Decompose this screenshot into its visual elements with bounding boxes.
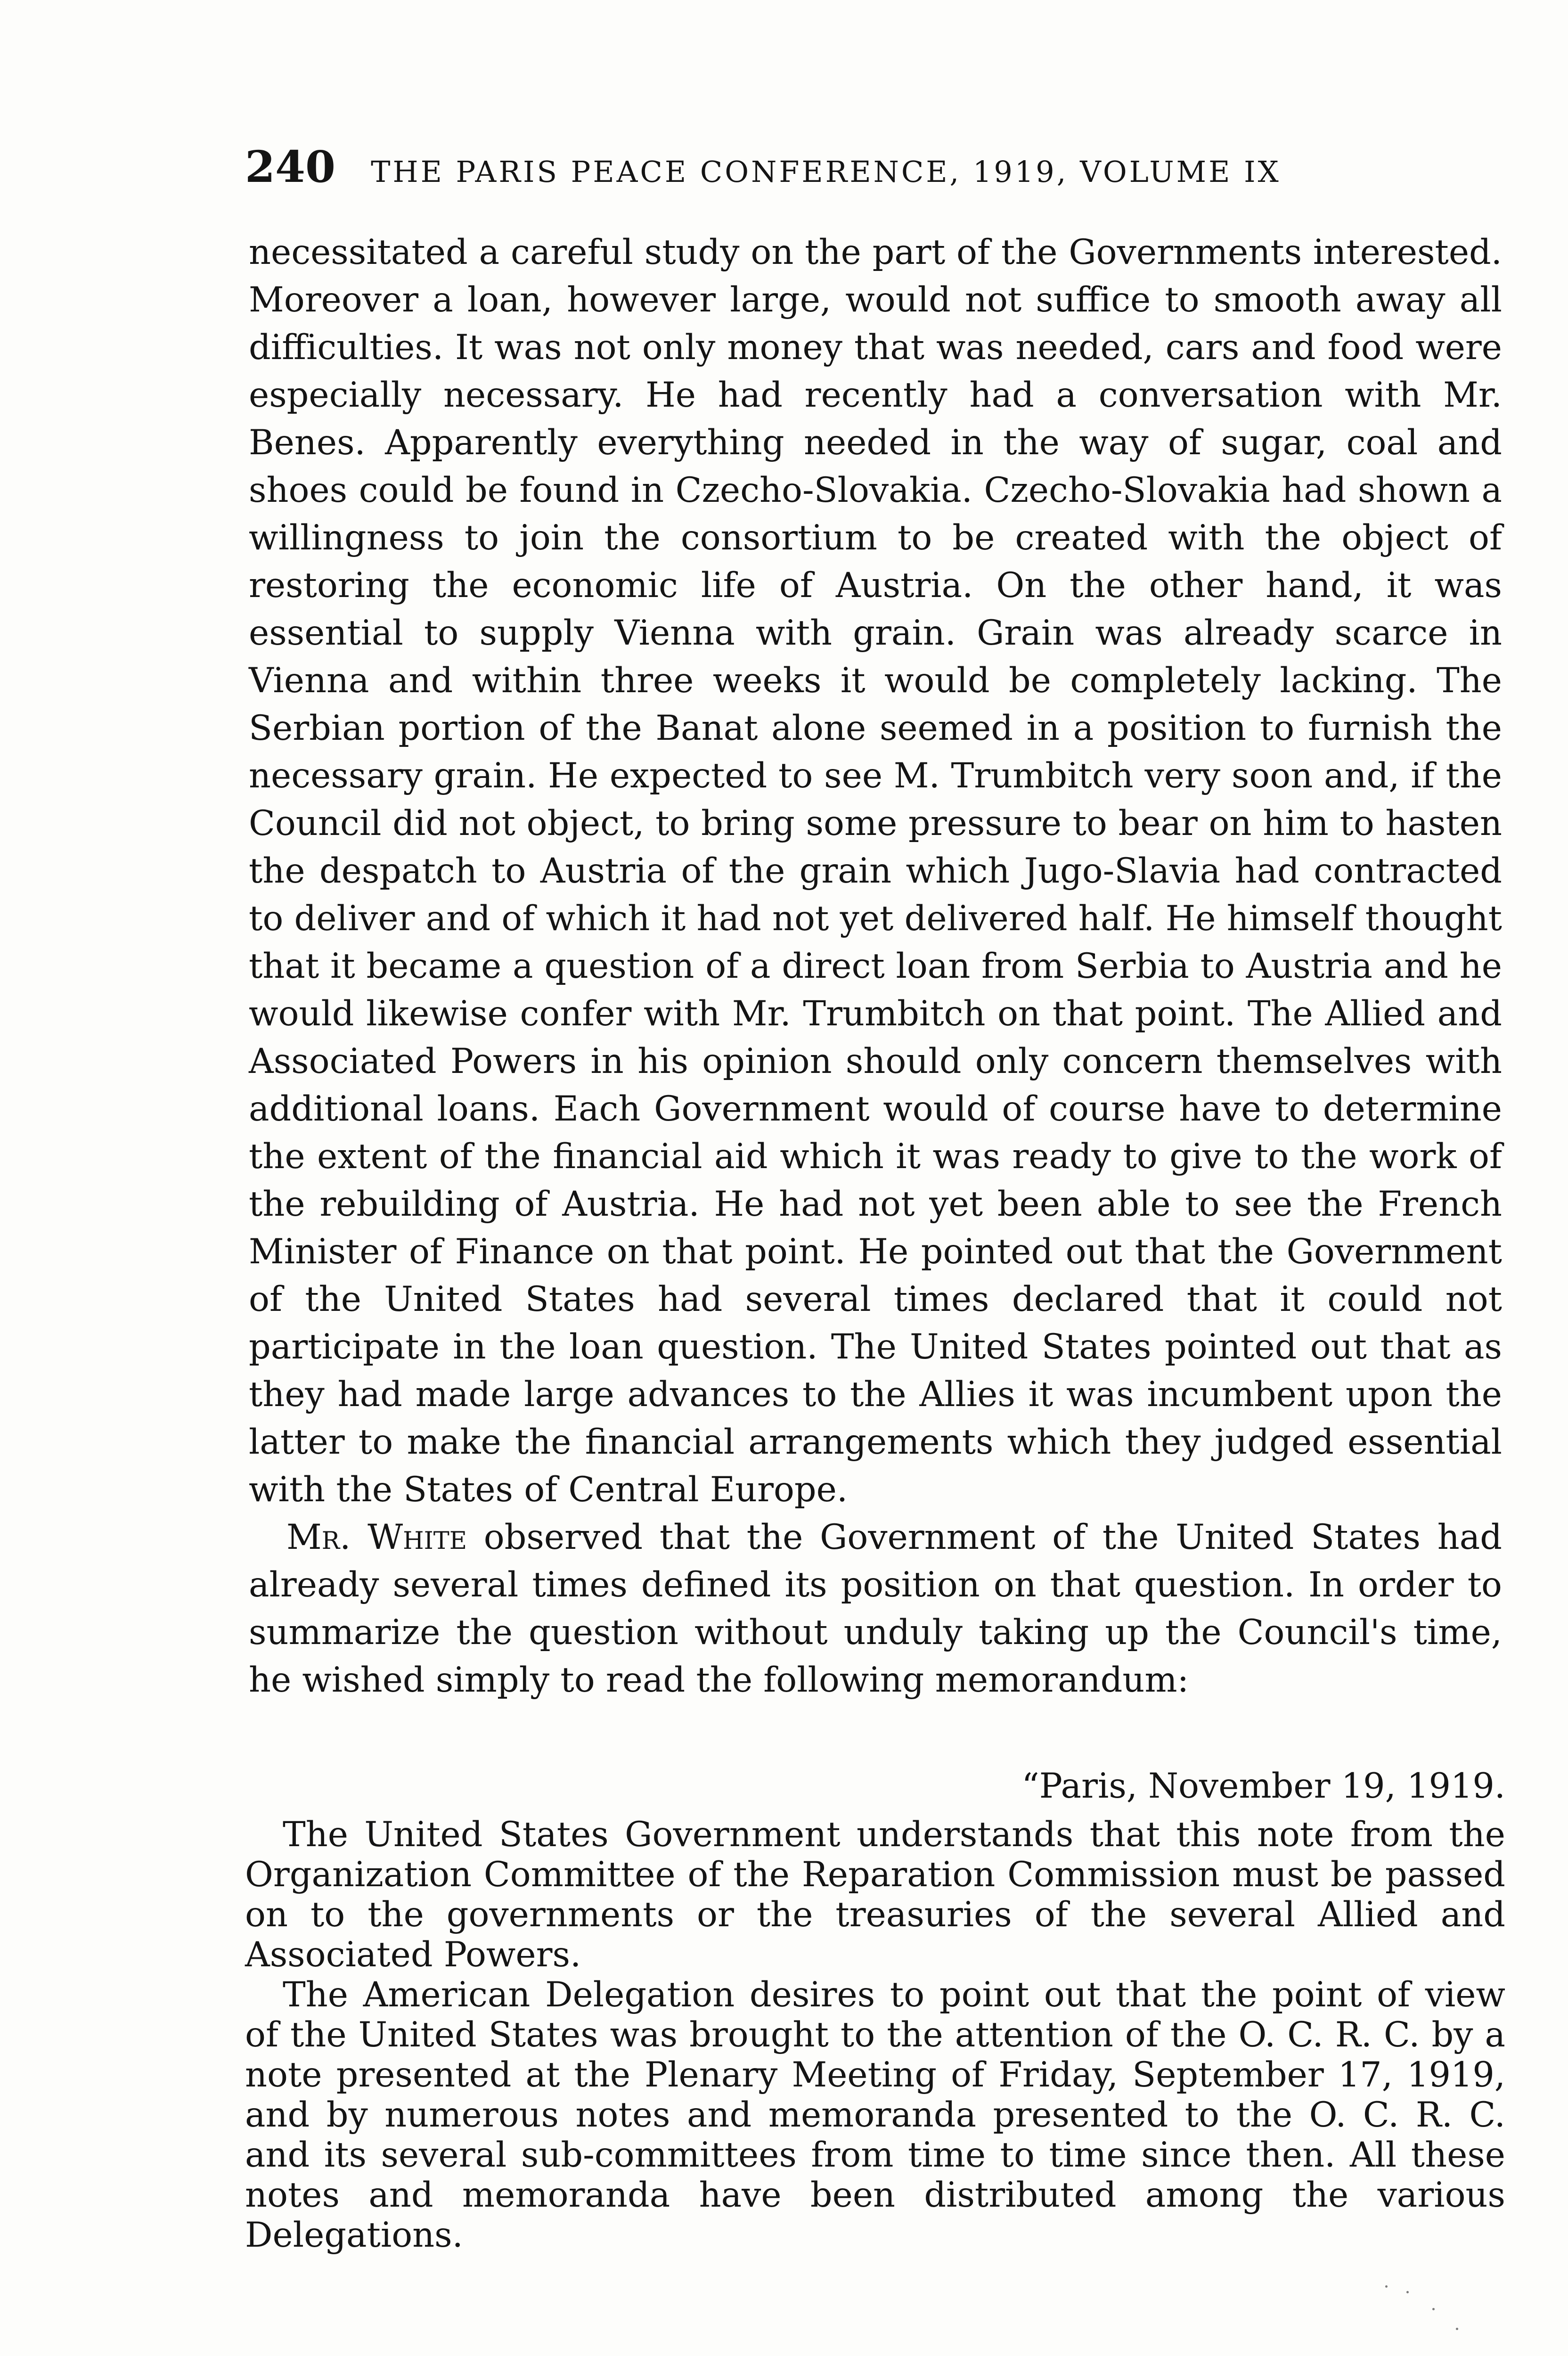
speaker-name: Mr. White (286, 1517, 467, 1557)
memo-paragraph-2: The American Delegation desires to point out that the point of view of the United States was brought to the attention of the O. C. R. C. by a note presented at the Plenary Meeting of Friday, September 17, 1919, and by numerous notes and memoranda presented to the O. C. R. C. and its several sub-committees from time to time since then. All these notes and memoranda have been distributed among the various Delegations. (245, 1975, 1505, 2255)
scan-speck (1456, 2328, 1458, 2330)
memorandum (245, 1762, 1505, 2255)
memo-dateline: “Paris, November 19, 1919. (1021, 1766, 1505, 1806)
scan-speck (1385, 2285, 1388, 2288)
paragraph-continued: necessitated a careful study on the part of the Governments interested. Moreover a loan, however large, would not suffice to smooth away all difficulties. It was not only money that was needed, cars and food were especially necessary. He had recently had a conversation with Mr. Benes. Apparently everything needed in the way of sugar, coal and shoes could be found in Czecho-Slovakia. Czecho-Slovakia had shown a willingness to join the consortium to be created with the object of restoring the economic life of Austria. On the other hand, it was essential to supply Vienna with grain. Grain was already scarce in Vienna and within three weeks it would be completely lacking. The Serbian portion of the Banat alone seemed in a position to furnish the necessary grain. He expected to see M. Trumbitch very soon and, if the Council did not object, to bring some pressure to bear on him to hasten the despatch to Austria of the grain which Jugo-Slavia had contracted to deliver and of which it had not yet delivered half. He himself thought that it became a question of a direct loan from Serbia to Austria and he would likewise confer with Mr. Trumbitch on that point. The Allied and Associated Powers in his opinion should only concern themselves with additional loans. Each Government would of course have to determine the extent of the financial aid which it was ready to give to the work of the rebuilding of Austria. He had not yet been able to see the French Minister of Finance on that point. He pointed out that the Government of the United States had several times declared that it could not participate in the loan question. The United States pointed out that as they had made large advances to the Allies it was incumbent upon the latter to make the financial arrangements which they judged essential with the States of Central Europe. (249, 232, 1502, 1510)
paragraph-white-text: observed that the Government of the United States had already several times defined its position on that question. In order to summarize the question without unduly taking up the Council's time, he wished simply to read the following memorandum: (249, 1517, 1502, 1700)
scan-speck (1406, 2291, 1409, 2293)
page-header (245, 141, 1508, 198)
page-number: 240 (245, 141, 336, 192)
scan-speck (1432, 2308, 1435, 2310)
memo-paragraph-1: The United States Government understands that this note from the Organization Committee of the Reparation Commission must be passed on to the governments or the treasuries of the several Allied and Associated Powers. (245, 1815, 1505, 1975)
body-text (249, 229, 1502, 1704)
running-title: THE PARIS PEACE CONFERENCE, 1919, VOLUME IX (371, 155, 1281, 189)
paragraph-white-remarks (249, 1513, 1502, 1704)
